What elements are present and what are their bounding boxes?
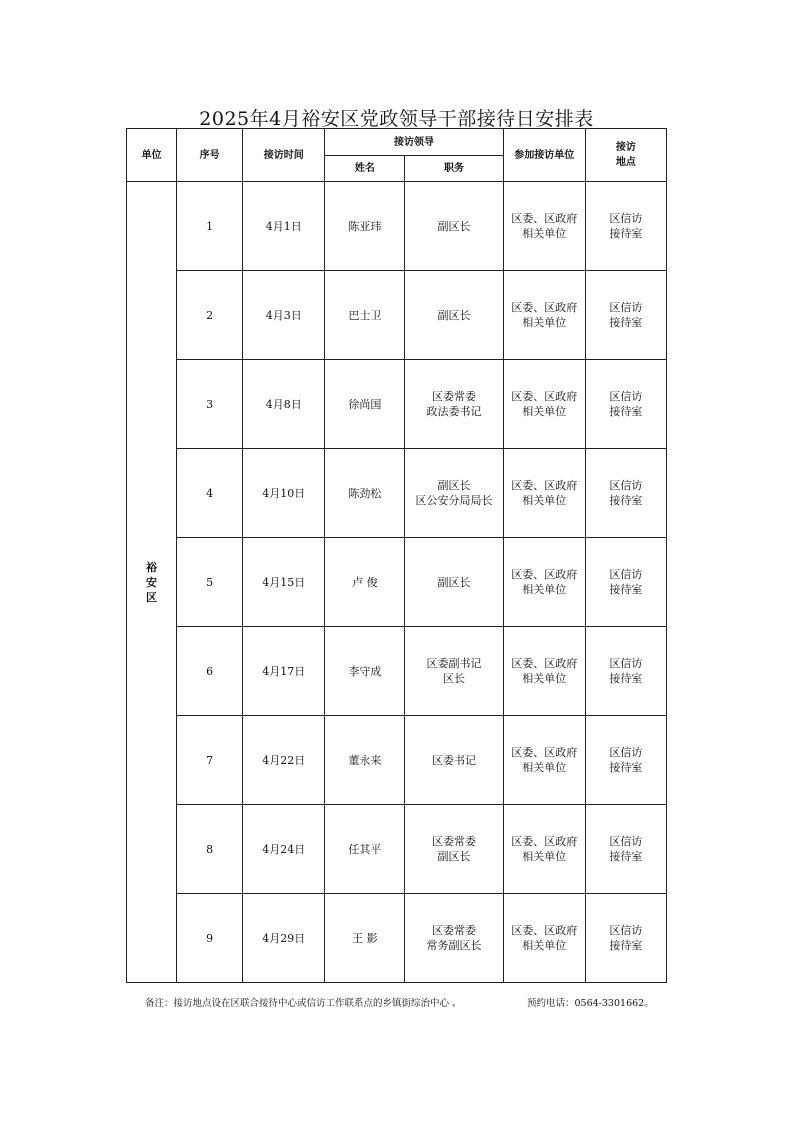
unit-char: 裕 <box>146 560 158 574</box>
date-cell: 4月24日 <box>243 805 325 894</box>
position-cell-line: 区委常委 <box>432 835 477 848</box>
date-cell: 4月8日 <box>243 360 325 449</box>
seq-cell: 9 <box>177 894 243 983</box>
units-cell-line: 相关单位 <box>522 494 567 507</box>
position-cell-line: 区委副书记 <box>426 657 482 670</box>
seq-cell: 2 <box>177 271 243 360</box>
place-cell <box>585 894 666 983</box>
unit-char: 区 <box>146 590 158 604</box>
place-cell-line: 接待室 <box>609 405 643 418</box>
position-cell-line: 区委书记 <box>432 753 477 767</box>
header-unit: 单位 <box>127 129 177 182</box>
place-cell-line: 接待室 <box>609 672 643 685</box>
date-cell: 4月15日 <box>243 538 325 627</box>
place-cell <box>585 805 666 894</box>
units-cell-line: 区委、区政府 <box>511 746 578 759</box>
position-cell-line: 副区长 <box>437 850 471 863</box>
position-cell-line: 政法委书记 <box>426 405 482 418</box>
header-name: 姓名 <box>325 156 405 182</box>
date-cell: 4月29日 <box>243 894 325 983</box>
position-cell-line: 副区长 <box>437 308 471 322</box>
page-title: 2025年4月裕安区党政领导干部接待日安排表 <box>199 108 594 130</box>
header-place-line: 接访 <box>615 142 636 153</box>
units-cell <box>503 449 585 538</box>
date-cell: 4月1日 <box>243 182 325 271</box>
name-cell: 任其平 <box>325 805 405 894</box>
schedule-body <box>127 182 667 983</box>
position-cell-line: 常务副区长 <box>426 939 482 952</box>
header-leader: 接访领导 <box>325 129 503 156</box>
position-cell <box>405 805 503 894</box>
position-cell <box>405 716 503 805</box>
table-row <box>127 538 667 627</box>
table-row <box>127 449 667 538</box>
date-cell: 4月17日 <box>243 627 325 716</box>
footer-note: 备注：接访地点设在区联合接待中心或信访工作联系点的乡镇街综治中心 。 <box>145 998 462 1009</box>
seq-cell: 5 <box>177 538 243 627</box>
place-cell-line: 区信访 <box>609 746 643 759</box>
units-cell-line: 区委、区政府 <box>511 835 578 848</box>
seq-cell: 7 <box>177 716 243 805</box>
units-cell-line: 相关单位 <box>522 761 567 774</box>
units-cell <box>503 716 585 805</box>
place-cell-line: 区信访 <box>609 657 643 670</box>
position-cell-line: 区委常委 <box>432 390 477 403</box>
place-cell-line: 区信访 <box>609 835 643 848</box>
place-cell-line: 区信访 <box>609 479 643 492</box>
place-cell <box>585 271 666 360</box>
units-cell-line: 相关单位 <box>522 583 567 596</box>
place-cell <box>585 716 666 805</box>
place-cell-line: 接待室 <box>609 850 643 863</box>
footer-phone: 预约电话：0564-3301662。 <box>527 998 654 1009</box>
place-cell-line: 区信访 <box>609 924 643 937</box>
units-cell-line: 相关单位 <box>522 672 567 685</box>
unit-cell <box>127 182 177 983</box>
name-cell: 陈亚玮 <box>325 182 405 271</box>
name-cell: 巴士卫 <box>325 271 405 360</box>
position-cell-line: 副区长 <box>437 219 471 233</box>
units-cell <box>503 805 585 894</box>
position-cell <box>405 182 503 271</box>
header-place <box>585 129 666 182</box>
units-cell <box>503 538 585 627</box>
position-cell <box>405 271 503 360</box>
position-cell <box>405 449 503 538</box>
units-cell-line: 相关单位 <box>522 405 567 418</box>
units-cell-line: 相关单位 <box>522 227 567 240</box>
date-cell: 4月22日 <box>243 716 325 805</box>
position-cell <box>405 538 503 627</box>
table-row <box>127 716 667 805</box>
seq-cell: 1 <box>177 182 243 271</box>
place-cell-line: 接待室 <box>609 316 643 329</box>
name-cell: 卢 俊 <box>325 538 405 627</box>
name-cell: 陈劲松 <box>325 449 405 538</box>
position-cell-line: 区公安分局局长 <box>415 494 493 507</box>
place-cell-line: 接待室 <box>609 939 643 952</box>
place-cell-line: 接待室 <box>609 227 643 240</box>
date-cell: 4月10日 <box>243 449 325 538</box>
place-cell-line: 接待室 <box>609 583 643 596</box>
units-cell <box>503 271 585 360</box>
place-cell-line: 接待室 <box>609 761 643 774</box>
name-cell: 王 影 <box>325 894 405 983</box>
units-cell-line: 区委、区政府 <box>511 479 578 492</box>
place-cell <box>585 627 666 716</box>
units-cell <box>503 894 585 983</box>
units-cell-line: 区委、区政府 <box>511 657 578 670</box>
table-row <box>127 360 667 449</box>
position-cell <box>405 627 503 716</box>
position-cell-line: 区委常委 <box>432 924 477 937</box>
place-cell-line: 区信访 <box>609 390 643 403</box>
place-cell <box>585 449 666 538</box>
position-cell-line: 区长 <box>443 672 466 685</box>
position-cell <box>405 360 503 449</box>
place-cell-line: 区信访 <box>609 301 643 314</box>
name-cell: 董永来 <box>325 716 405 805</box>
units-cell <box>503 360 585 449</box>
position-cell-line: 副区长 <box>437 575 471 589</box>
units-cell-line: 区委、区政府 <box>511 568 578 581</box>
units-cell-line: 相关单位 <box>522 939 567 952</box>
units-cell <box>503 182 585 271</box>
table-row <box>127 271 667 360</box>
table-row <box>127 627 667 716</box>
name-cell: 徐尚国 <box>325 360 405 449</box>
place-cell <box>585 182 666 271</box>
units-cell-line: 区委、区政府 <box>511 212 578 225</box>
place-cell-line: 区信访 <box>609 212 643 225</box>
place-cell-line: 区信访 <box>609 568 643 581</box>
units-cell-line: 区委、区政府 <box>511 924 578 937</box>
header-place-line: 地点 <box>615 157 636 168</box>
header-position: 职务 <box>405 156 503 182</box>
seq-cell: 6 <box>177 627 243 716</box>
table-row <box>127 894 667 983</box>
date-cell: 4月3日 <box>243 271 325 360</box>
units-cell-line: 区委、区政府 <box>511 301 578 314</box>
unit-char: 安 <box>146 575 158 589</box>
place-cell <box>585 360 666 449</box>
position-cell <box>405 894 503 983</box>
units-cell <box>503 627 585 716</box>
seq-cell: 8 <box>177 805 243 894</box>
place-cell <box>585 538 666 627</box>
header-units: 参加接访单位 <box>503 129 585 182</box>
seq-cell: 4 <box>177 449 243 538</box>
header-time: 接访时间 <box>243 129 325 182</box>
name-cell: 李守成 <box>325 627 405 716</box>
place-cell-line: 接待室 <box>609 494 643 507</box>
units-cell-line: 相关单位 <box>522 316 567 329</box>
seq-cell: 3 <box>177 360 243 449</box>
units-cell-line: 区委、区政府 <box>511 390 578 403</box>
header-seq: 序号 <box>177 129 243 182</box>
position-cell-line: 副区长 <box>437 479 471 492</box>
schedule-table <box>126 128 667 983</box>
table-row <box>127 805 667 894</box>
table-row <box>127 182 667 271</box>
units-cell-line: 相关单位 <box>522 850 567 863</box>
